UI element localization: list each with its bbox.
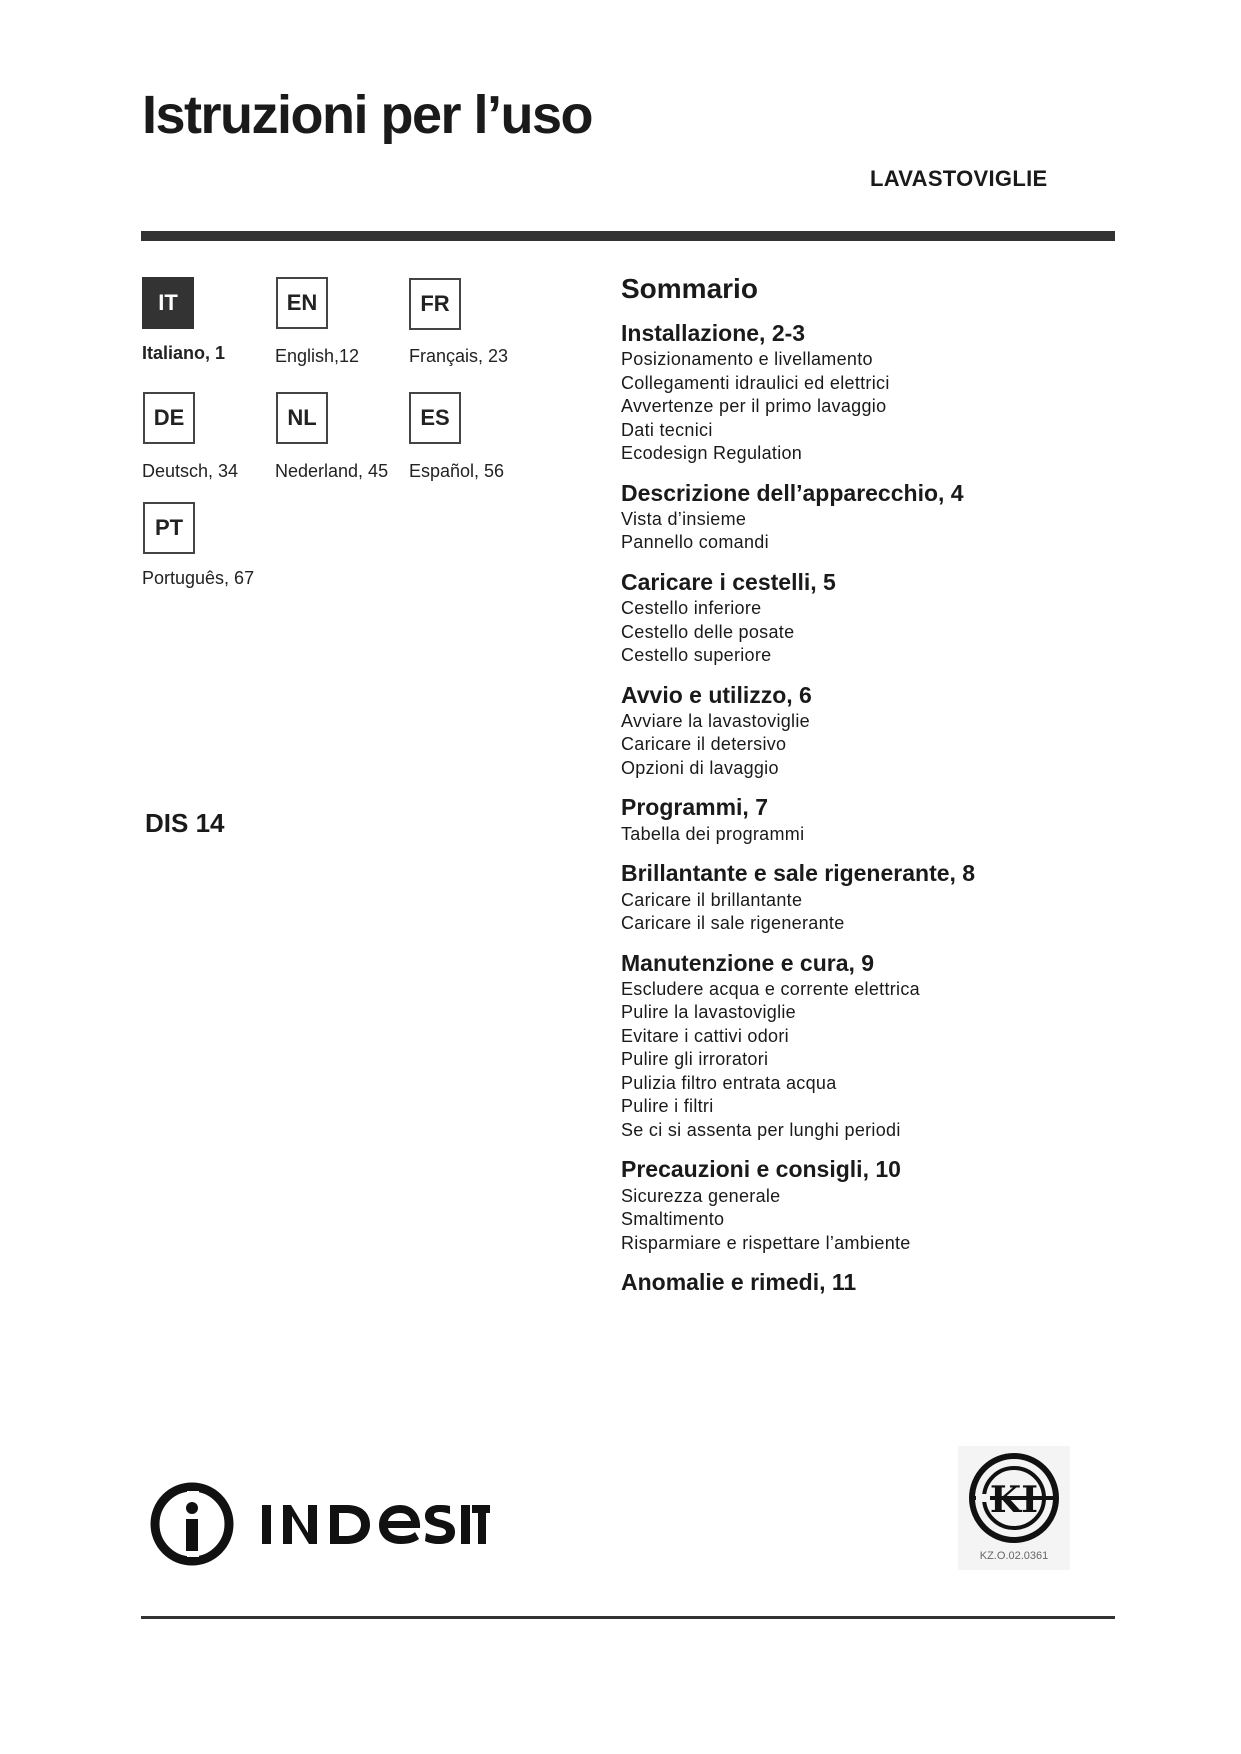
- lang-label-nl[interactable]: Nederland, 45: [275, 461, 389, 481]
- toc-item[interactable]: Cestello superiore: [621, 645, 772, 666]
- toc-section-heading[interactable]: Manutenzione e cura, 9: [621, 949, 875, 976]
- toc-title: Sommario: [621, 273, 758, 304]
- toc-section-heading[interactable]: Anomalie e rimedi, 11: [621, 1269, 857, 1296]
- toc-item[interactable]: Avvertenze per il primo lavaggio: [621, 396, 887, 417]
- toc-item[interactable]: Ecodesign Regulation: [621, 443, 803, 464]
- lang-box-en[interactable]: EN: [276, 277, 328, 329]
- lang-box-es[interactable]: ES: [409, 392, 461, 444]
- toc-section: [621, 683, 1201, 781]
- toc-section: [621, 795, 1201, 846]
- lang-label-fr[interactable]: Français, 23: [409, 346, 509, 366]
- toc-item[interactable]: Dati tecnici: [621, 419, 713, 440]
- indesit-logo-icon: [150, 1480, 490, 1580]
- toc-section-heading[interactable]: Brillantante e sale rigenerante, 8: [621, 860, 976, 887]
- lang-box-de[interactable]: DE: [143, 392, 195, 444]
- toc-section-heading[interactable]: Precauzioni e consigli, 10: [621, 1156, 901, 1183]
- toc-item[interactable]: Caricare il sale rigenerante: [621, 913, 845, 934]
- table-of-contents: [621, 274, 1201, 1310]
- toc-item[interactable]: Pannello comandi: [621, 532, 769, 553]
- toc-section-heading[interactable]: Installazione, 2-3: [621, 319, 806, 346]
- toc-section-heading[interactable]: Programmi, 7: [621, 794, 768, 821]
- model-number: DIS 14: [145, 808, 225, 838]
- toc-sections: [621, 321, 1201, 1296]
- lang-label-pt[interactable]: Português, 67: [142, 568, 255, 588]
- header-divider: [141, 231, 1115, 241]
- toc-item[interactable]: Pulire i filtri: [621, 1096, 714, 1117]
- toc-section: [621, 1270, 1201, 1295]
- toc-item[interactable]: Risparmiare e rispettare l’ambiente: [621, 1232, 911, 1253]
- toc-item[interactable]: Escludere acqua e corrente elettrica: [621, 978, 920, 999]
- certification-seal-icon: [958, 1446, 1070, 1550]
- footer-divider: [141, 1616, 1115, 1619]
- lang-label-es[interactable]: Español, 56: [409, 461, 505, 481]
- certification-code: KZ.O.02.0361: [979, 1550, 1049, 1562]
- toc-section: [621, 481, 1201, 555]
- toc-item[interactable]: Evitare i cattivi odori: [621, 1025, 789, 1046]
- lang-box-nl[interactable]: NL: [276, 392, 328, 444]
- toc-item[interactable]: Caricare il brillantante: [621, 889, 803, 910]
- toc-item[interactable]: Cestello inferiore: [621, 598, 762, 619]
- toc-item[interactable]: Tabella dei programmi: [621, 823, 805, 844]
- brand-logo: [150, 1480, 490, 1580]
- toc-item[interactable]: Opzioni di lavaggio: [621, 757, 779, 778]
- toc-item[interactable]: Pulire gli irroratori: [621, 1049, 769, 1070]
- lang-label-de[interactable]: Deutsch, 34: [142, 461, 239, 481]
- toc-item[interactable]: Pulizia filtro entrata acqua: [621, 1072, 837, 1093]
- lang-box-fr[interactable]: FR: [409, 278, 461, 330]
- toc-item[interactable]: Sicurezza generale: [621, 1185, 781, 1206]
- toc-section: [621, 1157, 1201, 1255]
- toc-item[interactable]: Caricare il detersivo: [621, 734, 787, 755]
- toc-item[interactable]: Smaltimento: [621, 1209, 725, 1230]
- toc-section: [621, 861, 1201, 935]
- toc-section: [621, 570, 1201, 668]
- toc-item[interactable]: Posizionamento e livellamento: [621, 349, 873, 370]
- lang-label-en[interactable]: English,12: [275, 346, 360, 366]
- toc-section-heading[interactable]: Descrizione dell’apparecchio, 4: [621, 479, 964, 506]
- toc-section-heading[interactable]: Avvio e utilizzo, 6: [621, 681, 812, 708]
- lang-label-it[interactable]: Italiano, 1: [142, 343, 226, 363]
- toc-section: [621, 951, 1201, 1143]
- product-type: LAVASTOVIGLIE: [870, 166, 1048, 191]
- toc-item[interactable]: Se ci si assenta per lunghi periodi: [621, 1119, 901, 1140]
- toc-item[interactable]: Vista d’insieme: [621, 508, 747, 529]
- toc-item[interactable]: Cestello delle posate: [621, 621, 795, 642]
- toc-item[interactable]: Avviare la lavastoviglie: [621, 710, 810, 731]
- toc-section-heading[interactable]: Caricare i cestelli, 5: [621, 568, 836, 595]
- toc-item[interactable]: Pulire la lavastoviglie: [621, 1002, 796, 1023]
- page-title: Istruzioni per l’uso: [142, 85, 593, 145]
- svg-text:KI: KI: [989, 1479, 1039, 1521]
- lang-box-it[interactable]: IT: [142, 277, 194, 329]
- toc-item[interactable]: Collegamenti idraulici ed elettrici: [621, 372, 890, 393]
- lang-box-pt[interactable]: PT: [143, 502, 195, 554]
- toc-section: [621, 321, 1201, 466]
- certification-mark: [958, 1446, 1070, 1570]
